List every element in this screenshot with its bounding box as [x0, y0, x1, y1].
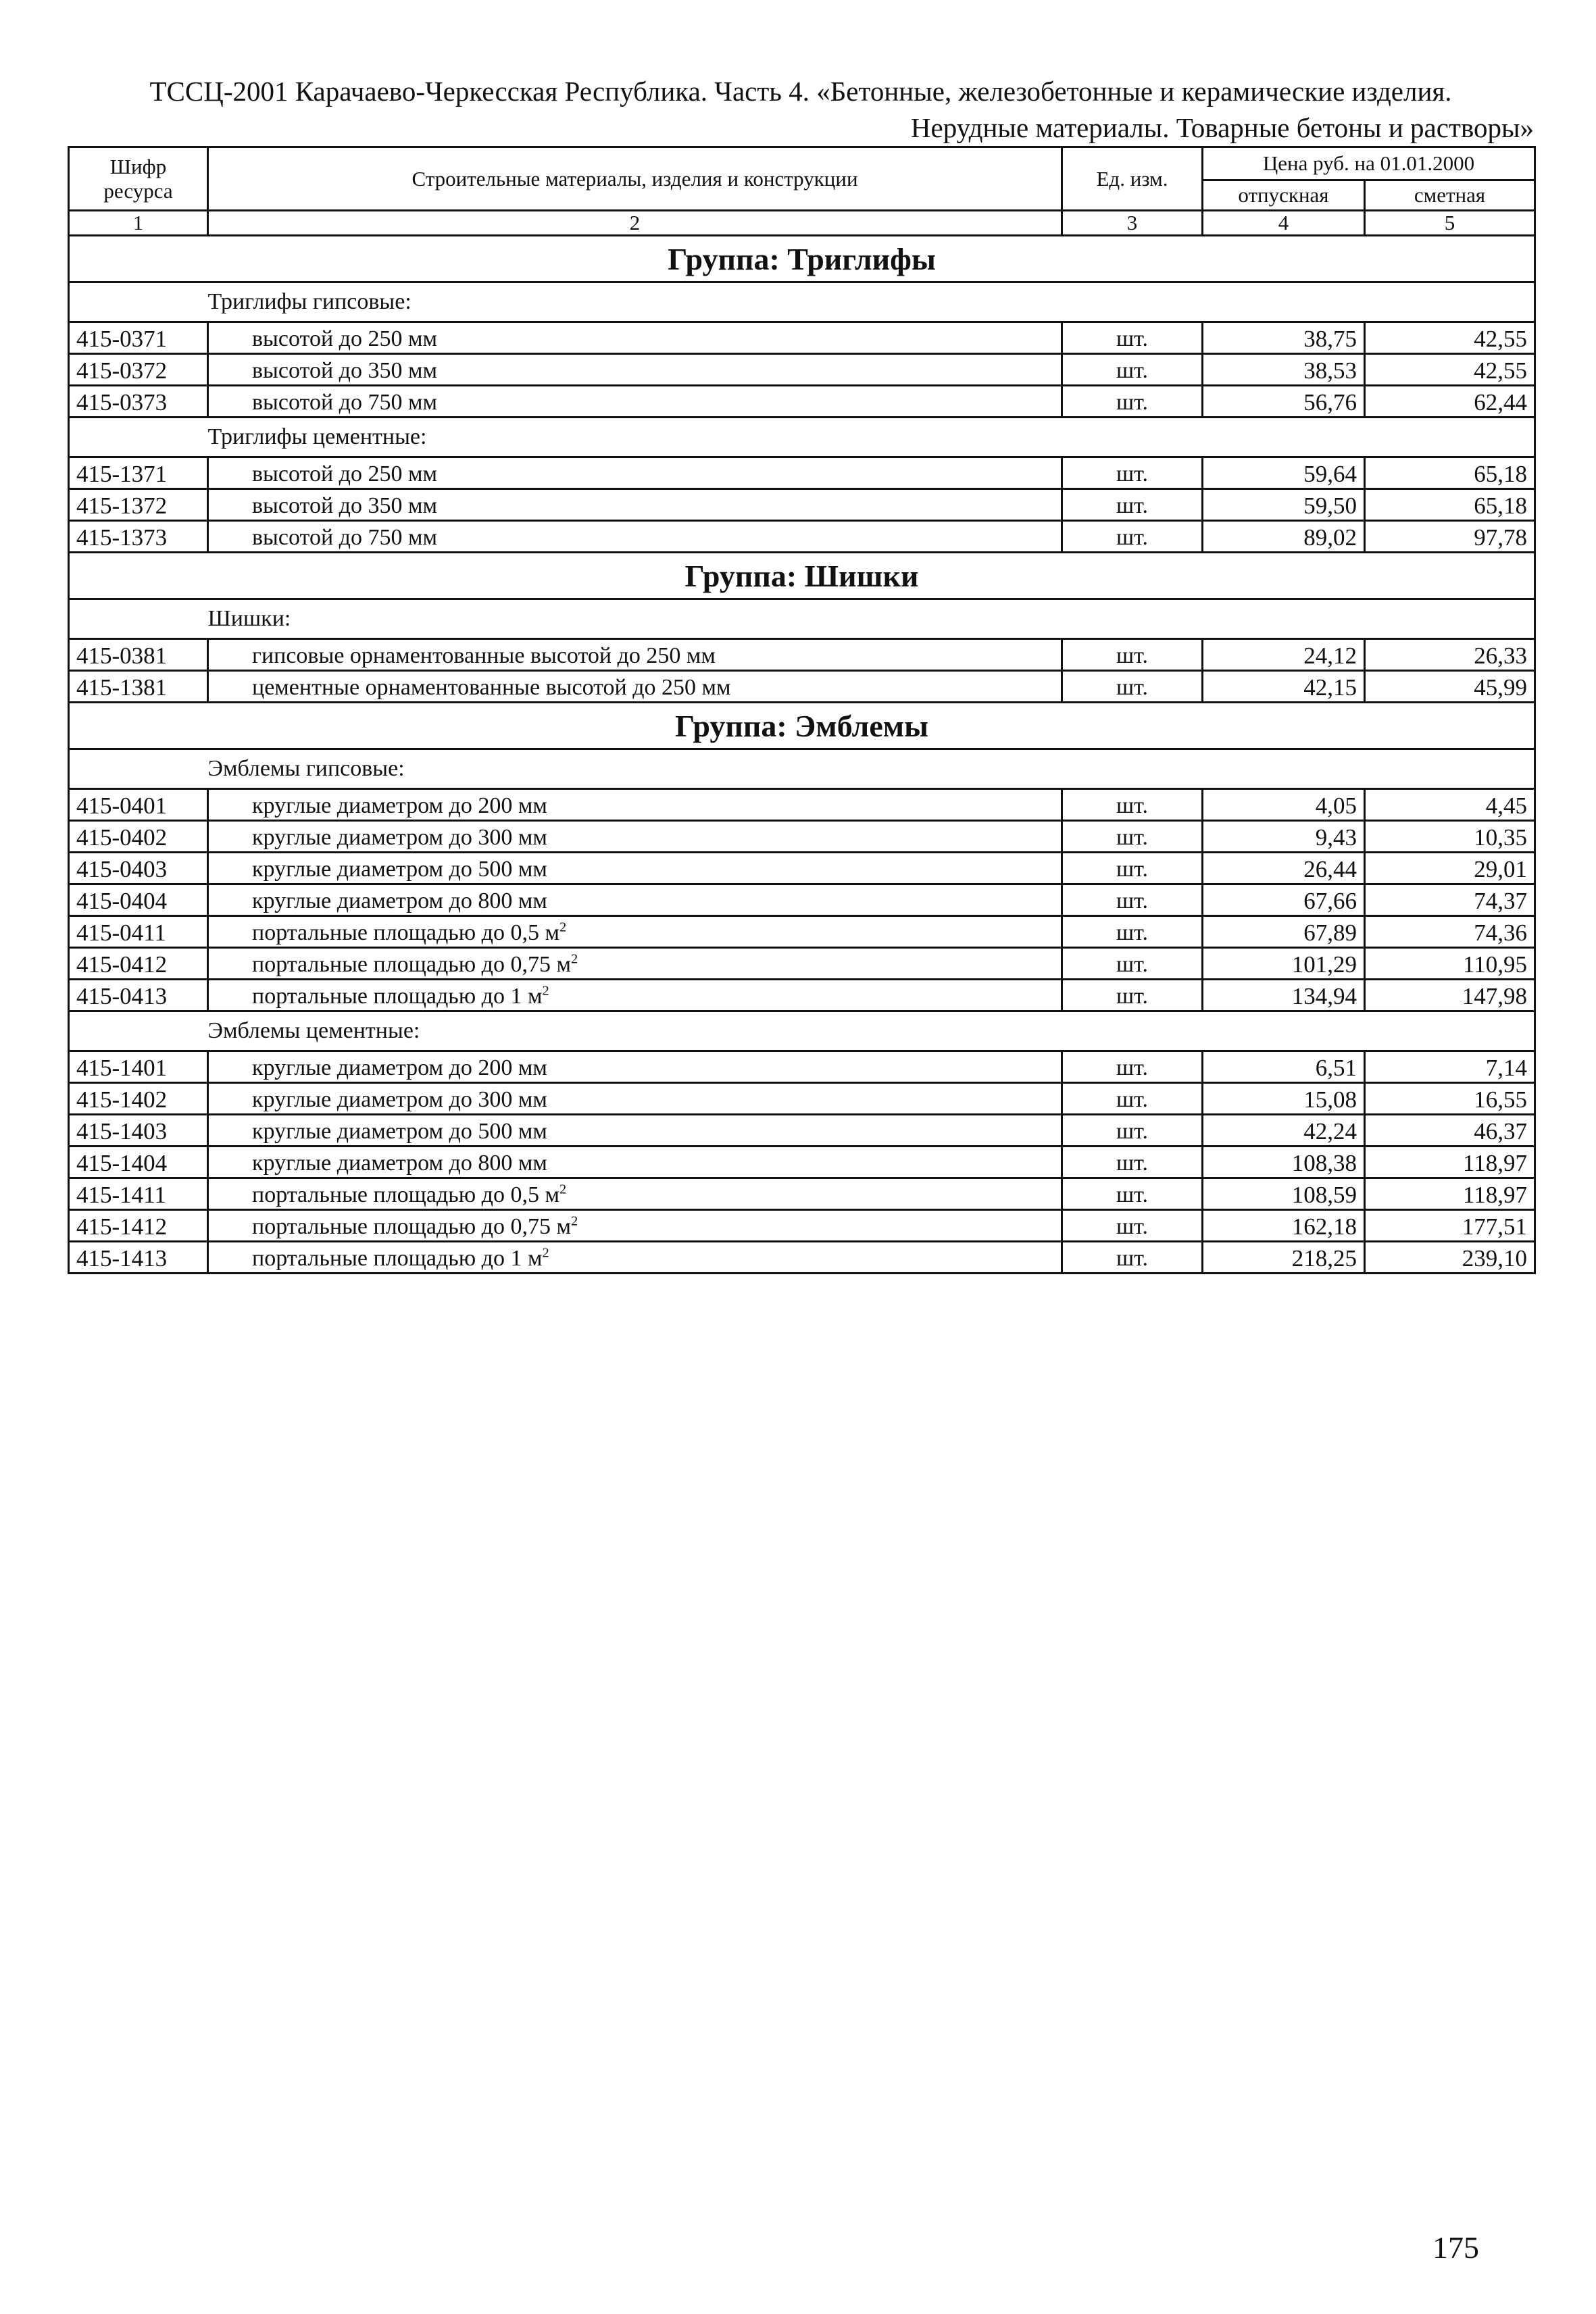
table-row [69, 489, 1535, 521]
estimate-price: 74,37 [1365, 884, 1535, 916]
release-price: 108,59 [1203, 1178, 1365, 1210]
table-row [69, 916, 1535, 948]
release-price: 108,38 [1203, 1147, 1365, 1178]
subgroup-code-cell [69, 749, 208, 789]
release-price: 38,75 [1203, 322, 1365, 354]
estimate-price: 26,33 [1365, 639, 1535, 671]
material-name-text: круглые диаметром до 200 мм [252, 793, 547, 818]
release-price: 56,76 [1203, 386, 1365, 418]
resource-code: 415-0372 [69, 354, 208, 386]
release-price: 89,02 [1203, 521, 1365, 553]
table-row [69, 1147, 1535, 1178]
estimate-price: 4,45 [1365, 789, 1535, 821]
group-title: Группа: Эмблемы [69, 703, 1535, 749]
unit-of-measure: шт. [1062, 1210, 1203, 1242]
material-name-text: высотой до 750 мм [252, 390, 437, 415]
estimate-price: 110,95 [1365, 948, 1535, 980]
table-row [69, 884, 1535, 916]
material-name-text: высотой до 250 мм [252, 326, 437, 351]
subgroup-code-cell [69, 599, 208, 639]
material-name [208, 386, 1062, 418]
material-name [208, 1147, 1062, 1178]
resource-code: 415-1404 [69, 1147, 208, 1178]
estimate-price: 42,55 [1365, 322, 1535, 354]
resource-code: 415-1381 [69, 671, 208, 703]
material-name-text: круглые диаметром до 300 мм [252, 1087, 547, 1112]
release-price: 15,08 [1203, 1083, 1365, 1115]
unit-exponent: 2 [559, 1182, 567, 1197]
resource-code: 415-1411 [69, 1178, 208, 1210]
table-row [69, 1210, 1535, 1242]
unit-of-measure: шт. [1062, 789, 1203, 821]
material-name-text: круглые диаметром до 800 мм [252, 888, 547, 913]
release-price: 42,15 [1203, 671, 1365, 703]
material-name [208, 1083, 1062, 1115]
material-name-text: высотой до 750 мм [252, 525, 437, 550]
estimate-price: 16,55 [1365, 1083, 1535, 1115]
unit-exponent: 2 [542, 1245, 549, 1261]
unit-of-measure: шт. [1062, 671, 1203, 703]
material-name [208, 948, 1062, 980]
material-name [208, 322, 1062, 354]
unit-of-measure: шт. [1062, 821, 1203, 853]
col-price-header: Цена руб. на 01.01.2000 [1203, 147, 1535, 180]
unit-of-measure: шт. [1062, 948, 1203, 980]
col-estimate-header: сметная [1365, 180, 1535, 211]
resource-code: 415-1403 [69, 1115, 208, 1147]
header-line-2: Нерудные материалы. Товарные бетоны и растворы» [910, 112, 1534, 143]
material-name-text: портальные площадью до 1 м [252, 984, 543, 1009]
subgroup-row [69, 282, 1535, 322]
material-name-text: круглые диаметром до 800 мм [252, 1151, 547, 1176]
price-table [68, 146, 1536, 1274]
material-name [208, 489, 1062, 521]
col-number-1: 1 [69, 211, 208, 236]
unit-of-measure: шт. [1062, 853, 1203, 884]
release-price: 24,12 [1203, 639, 1365, 671]
table-row [69, 1115, 1535, 1147]
subgroup-row [69, 1011, 1535, 1051]
subgroup-row [69, 749, 1535, 789]
material-name [208, 821, 1062, 853]
material-name-text: портальные площадью до 0,75 м [252, 952, 571, 977]
estimate-price: 74,36 [1365, 916, 1535, 948]
release-price: 26,44 [1203, 853, 1365, 884]
unit-of-measure: шт. [1062, 386, 1203, 418]
material-name [208, 980, 1062, 1011]
unit-exponent: 2 [570, 951, 578, 967]
material-name [208, 916, 1062, 948]
material-name-text: круглые диаметром до 500 мм [252, 1119, 547, 1144]
unit-exponent: 2 [559, 920, 567, 935]
unit-of-measure: шт. [1062, 980, 1203, 1011]
unit-of-measure: шт. [1062, 884, 1203, 916]
resource-code: 415-0413 [69, 980, 208, 1011]
table-row [69, 457, 1535, 489]
estimate-price: 29,01 [1365, 853, 1535, 884]
resource-code: 415-1372 [69, 489, 208, 521]
group-row [69, 703, 1535, 749]
material-name [208, 1210, 1062, 1242]
estimate-price: 118,97 [1365, 1147, 1535, 1178]
resource-code: 415-1413 [69, 1242, 208, 1274]
release-price: 218,25 [1203, 1242, 1365, 1274]
unit-of-measure: шт. [1062, 457, 1203, 489]
material-name [208, 1051, 1062, 1083]
group-row [69, 553, 1535, 599]
table-row [69, 386, 1535, 418]
subgroup-title: Триглифы цементные: [208, 418, 1535, 457]
estimate-price: 239,10 [1365, 1242, 1535, 1274]
material-name-text: круглые диаметром до 300 мм [252, 825, 547, 850]
estimate-price: 42,55 [1365, 354, 1535, 386]
subgroup-title: Эмблемы гипсовые: [208, 749, 1535, 789]
estimate-price: 65,18 [1365, 489, 1535, 521]
page-header [68, 73, 1534, 146]
col-unit-header: Ед. изм. [1062, 147, 1203, 211]
group-title: Группа: Триглифы [69, 236, 1535, 282]
estimate-price: 10,35 [1365, 821, 1535, 853]
table-row [69, 980, 1535, 1011]
material-name [208, 457, 1062, 489]
resource-code: 415-0404 [69, 884, 208, 916]
table-row [69, 671, 1535, 703]
material-name-text: портальные площадью до 1 м [252, 1246, 543, 1271]
col-number-3: 3 [1062, 211, 1203, 236]
estimate-price: 46,37 [1365, 1115, 1535, 1147]
resource-code: 415-1371 [69, 457, 208, 489]
material-name [208, 1115, 1062, 1147]
unit-of-measure: шт. [1062, 916, 1203, 948]
material-name [208, 1178, 1062, 1210]
subgroup-code-cell [69, 418, 208, 457]
material-name-text: цементные орнаментованные высотой до 250 мм [252, 675, 731, 700]
table-row [69, 821, 1535, 853]
material-name [208, 671, 1062, 703]
table-row [69, 948, 1535, 980]
estimate-price: 7,14 [1365, 1051, 1535, 1083]
unit-of-measure: шт. [1062, 1147, 1203, 1178]
resource-code: 415-0403 [69, 853, 208, 884]
table-row [69, 521, 1535, 553]
material-name [208, 789, 1062, 821]
subgroup-code-cell [69, 1011, 208, 1051]
resource-code: 415-1373 [69, 521, 208, 553]
resource-code: 415-0412 [69, 948, 208, 980]
estimate-price: 97,78 [1365, 521, 1535, 553]
material-name-text: высотой до 250 мм [252, 461, 437, 486]
material-name-text: круглые диаметром до 200 мм [252, 1055, 547, 1080]
subgroup-row [69, 599, 1535, 639]
table-body [69, 236, 1535, 1274]
resource-code: 415-0411 [69, 916, 208, 948]
material-name-text: гипсовые орнаментованные высотой до 250 мм [252, 643, 716, 668]
subgroup-code-cell [69, 282, 208, 322]
release-price: 59,64 [1203, 457, 1365, 489]
table-row [69, 1083, 1535, 1115]
table-row [69, 354, 1535, 386]
material-name-text: высотой до 350 мм [252, 358, 437, 383]
col-number-4: 4 [1203, 211, 1365, 236]
col-release-header: отпускная [1203, 180, 1365, 211]
unit-of-measure: шт. [1062, 1242, 1203, 1274]
release-price: 42,24 [1203, 1115, 1365, 1147]
resource-code: 415-0381 [69, 639, 208, 671]
release-price: 162,18 [1203, 1210, 1365, 1242]
col-number-2: 2 [208, 211, 1062, 236]
estimate-price: 147,98 [1365, 980, 1535, 1011]
release-price: 9,43 [1203, 821, 1365, 853]
table-row [69, 1051, 1535, 1083]
table-row [69, 639, 1535, 671]
col-code-header: Шифр ресурса [69, 147, 208, 211]
resource-code: 415-0402 [69, 821, 208, 853]
resource-code: 415-0401 [69, 789, 208, 821]
group-row [69, 236, 1535, 282]
release-price: 38,53 [1203, 354, 1365, 386]
unit-of-measure: шт. [1062, 322, 1203, 354]
resource-code: 415-1402 [69, 1083, 208, 1115]
release-price: 101,29 [1203, 948, 1365, 980]
release-price: 59,50 [1203, 489, 1365, 521]
table-row [69, 789, 1535, 821]
release-price: 67,89 [1203, 916, 1365, 948]
material-name-text: портальные площадью до 0,75 м [252, 1214, 571, 1239]
col-name-header: Строительные материалы, изделия и конструкции [208, 147, 1062, 211]
material-name-text: высотой до 350 мм [252, 493, 437, 518]
estimate-price: 62,44 [1365, 386, 1535, 418]
material-name [208, 639, 1062, 671]
material-name [208, 1242, 1062, 1274]
table-row [69, 853, 1535, 884]
table-row [69, 1242, 1535, 1274]
subgroup-title: Эмблемы цементные: [208, 1011, 1535, 1051]
release-price: 6,51 [1203, 1051, 1365, 1083]
estimate-price: 65,18 [1365, 457, 1535, 489]
estimate-price: 45,99 [1365, 671, 1535, 703]
group-title: Группа: Шишки [69, 553, 1535, 599]
unit-exponent: 2 [542, 983, 549, 999]
material-name [208, 521, 1062, 553]
subgroup-row [69, 418, 1535, 457]
unit-of-measure: шт. [1062, 1115, 1203, 1147]
subgroup-title: Триглифы гипсовые: [208, 282, 1535, 322]
material-name [208, 853, 1062, 884]
unit-exponent: 2 [570, 1213, 578, 1229]
subgroup-title: Шишки: [208, 599, 1535, 639]
unit-of-measure: шт. [1062, 489, 1203, 521]
material-name [208, 884, 1062, 916]
resource-code: 415-1412 [69, 1210, 208, 1242]
unit-of-measure: шт. [1062, 1051, 1203, 1083]
table-row [69, 1178, 1535, 1210]
release-price: 67,66 [1203, 884, 1365, 916]
material-name-text: круглые диаметром до 500 мм [252, 857, 547, 882]
release-price: 134,94 [1203, 980, 1365, 1011]
release-price: 4,05 [1203, 789, 1365, 821]
resource-code: 415-1401 [69, 1051, 208, 1083]
unit-of-measure: шт. [1062, 1178, 1203, 1210]
table-row [69, 322, 1535, 354]
page-number: 175 [1432, 2230, 1479, 2265]
material-name-text: портальные площадью до 0,5 м [252, 1182, 559, 1207]
unit-of-measure: шт. [1062, 1083, 1203, 1115]
unit-of-measure: шт. [1062, 354, 1203, 386]
unit-of-measure: шт. [1062, 639, 1203, 671]
col-number-5: 5 [1365, 211, 1535, 236]
material-name-text: портальные площадью до 0,5 м [252, 920, 559, 945]
estimate-price: 118,97 [1365, 1178, 1535, 1210]
material-name [208, 354, 1062, 386]
header-line-1: ТССЦ-2001 Карачаево-Черкесская Республика. Часть 4. «Бетонные, железобетонные и керамические изделия. [149, 76, 1452, 107]
unit-of-measure: шт. [1062, 521, 1203, 553]
resource-code: 415-0373 [69, 386, 208, 418]
estimate-price: 177,51 [1365, 1210, 1535, 1242]
resource-code: 415-0371 [69, 322, 208, 354]
